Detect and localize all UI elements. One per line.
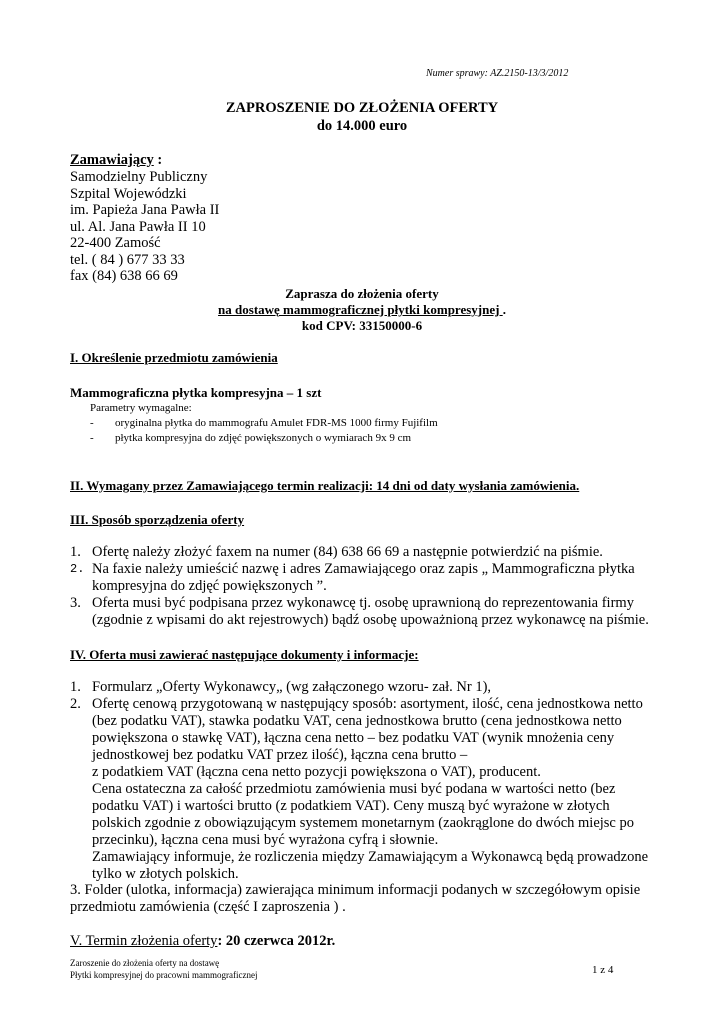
list-item: 3. Folder (ulotka, informacja) zawierająca minimum informacji podanych w szczegółowym opisie [70, 882, 641, 898]
list-number: 2. [70, 696, 81, 712]
param-dash: - [90, 417, 94, 429]
list-item-cont: podatku VAT) i wartości brutto (z podatkiem VAT). Ceny muszą być wyrażone w złotych [92, 798, 610, 814]
param-item: płytka kompresyjna do zdjęć powiększonych o wymiarach 9x 9 cm [115, 432, 412, 444]
list-item-cont: powiększona o stawkę VAT), łączna cena netto – bez podatku VAT (wynik mnożenia ceny [92, 730, 615, 746]
buyer-line: 22-400 Zamość [70, 235, 161, 251]
list-item-cont: jednostkowej bez podatku VAT przez ilość), łączna cena brutto – [92, 747, 468, 763]
page-subtitle: do 14.000 euro [316, 118, 408, 134]
section-5-heading: V. Termin złożenia oferty: 20 czerwca 2012r. [70, 933, 336, 949]
list-item: Na faxie należy umieścić nazwę i adres Zamawiającego oraz zapis „ Mammograficzna płytka [92, 561, 635, 577]
list-item-cont: przedmiotu zamówienia (część I zaproszenia ) . [70, 899, 346, 915]
case-number: Numer sprawy: AZ.2150-13/3/2012 [426, 68, 569, 79]
section-3-heading: III. Sposób sporządzenia oferty [70, 512, 245, 527]
buyer-line: Samodzielny Publiczny [70, 169, 208, 185]
item-title: Mammograficzna płytka kompresyjna – 1 szt [70, 385, 322, 400]
page-title: ZAPROSZENIE DO ZŁOŻENIA OFERTY [225, 100, 499, 116]
list-number: 1. [70, 679, 81, 695]
list-item: Oferta musi być podpisana przez wykonawcę tj. osobę uprawnioną do reprezentowania firmy [92, 595, 634, 611]
page-number: 1 z 4 [592, 964, 614, 976]
buyer-line: ul. Al. Jana Pawła II 10 [70, 219, 206, 235]
list-item: Ofertę cenową przygotowaną w następujący sposób: asortyment, ilość, cena jednostkowa netto [92, 696, 643, 712]
section-4-heading: IV. Oferta musi zawierać następujące dokumenty i informacje: [70, 647, 419, 662]
buyer-line: tel. ( 84 ) 677 33 33 [70, 252, 185, 268]
list-item-cont: (zgodnie z wpisami do akt rejestrowych) bądź osobę upoważnioną przez wykonawcę na piśmie. [92, 612, 649, 628]
list-item-cont: tylko w złotych polskich. [92, 866, 239, 882]
list-item-cont: z podatkiem VAT (łączna cena netto pozycji powiększona o VAT), producent. [92, 764, 541, 780]
list-number: 2. [70, 562, 85, 576]
footer-line-2: Płytki kompresyjnej do pracowni mammograficznej [70, 970, 258, 980]
section-1-heading: I. Określenie przedmiotu zamówienia [70, 350, 278, 365]
invite-line-1: Zaprasza do złożenia oferty [285, 286, 439, 301]
footer-line-1: Zaroszenie do złożenia oferty na dostawę [70, 958, 220, 968]
invite-line-2: na dostawę mammograficznej płytki kompresyjnej . [218, 302, 506, 317]
list-item-cont: polskich zgodnie z obowiązującym systemem monetarnym (zaokrąglone do dwóch miejsc po [92, 815, 634, 831]
section-2-heading: II. Wymagany przez Zamawiającego termin realizacji: 14 dni od daty wysłania zamówienia. [70, 478, 580, 493]
list-item-cont: (bez podatku VAT), stawka podatku VAT, cena jednostkowa brutto (cena jednostkowa netto [92, 713, 622, 729]
buyer-heading: Zamawiający : [70, 152, 163, 168]
params-label: Parametry wymagalne: [90, 402, 192, 414]
list-item: Ofertę należy złożyć faxem na numer (84) 638 66 69 a następnie potwierdzić na piśmie. [92, 544, 603, 560]
buyer-line: Szpital Wojewódzki [70, 186, 187, 202]
list-item-cont: Zamawiający informuje, że rozliczenia między Zamawiającym a Wykonawcą będą prowadzone [92, 849, 649, 865]
list-number: 3. [70, 595, 81, 611]
list-item-cont: przecinku), łączna cena musi być wyrażona cyfrą i słownie. [92, 832, 439, 848]
list-item-cont: Cena ostateczna za całość przedmiotu zamówienia musi być podana w wartości netto (bez [92, 781, 616, 797]
list-item-cont: kompresyjna do zdjęć powiększonych ”. [92, 578, 327, 594]
param-item: oryginalna płytka do mammografu Amulet FDR-MS 1000 firmy Fujifilm [115, 417, 438, 429]
param-dash: - [90, 432, 94, 444]
list-item: Formularz „Oferty Wykonawcy„ (wg załączonego wzoru- zał. Nr 1), [92, 679, 492, 695]
list-number: 1. [70, 544, 81, 560]
buyer-line: fax (84) 638 66 69 [70, 268, 178, 284]
buyer-line: im. Papieża Jana Pawła II [70, 202, 220, 218]
invite-cpv: kod CPV: 33150000-6 [301, 318, 423, 333]
